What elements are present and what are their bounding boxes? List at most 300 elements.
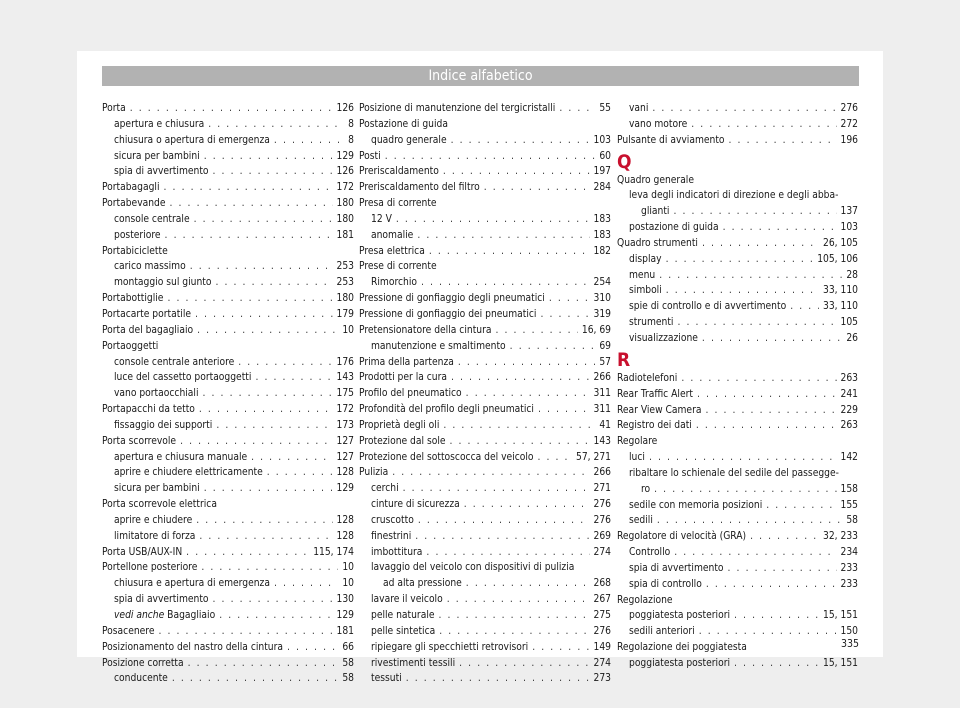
index-subentry xyxy=(102,275,354,291)
leader-dots xyxy=(466,576,590,592)
index-entry xyxy=(102,244,354,260)
entry-page-ref: 172 xyxy=(336,182,354,194)
index-subentry xyxy=(102,212,354,228)
entry-page-ref: 179 xyxy=(336,308,354,320)
index-subentry xyxy=(359,529,611,545)
entry-page-ref: 273 xyxy=(593,673,611,685)
index-subentry xyxy=(102,529,354,545)
leader-dots xyxy=(666,252,814,268)
entry-page-ref: 129 xyxy=(336,483,354,495)
leader-dots xyxy=(429,244,590,260)
entry-page-ref: 196 xyxy=(840,134,858,146)
leader-dots xyxy=(466,386,590,402)
entry-term: vani xyxy=(629,103,649,114)
leader-dots xyxy=(194,212,333,228)
leader-dots xyxy=(532,640,589,656)
entry-term: Protezione dal sole xyxy=(359,435,446,447)
index-entry xyxy=(617,173,858,189)
leader-dots xyxy=(385,149,596,165)
entry-page-ref: 150 xyxy=(840,626,858,638)
entry-term: spia di avvertimento xyxy=(114,166,209,178)
entry-term: Regolazione xyxy=(617,594,673,606)
leader-dots xyxy=(728,561,837,577)
entry-page-ref: 41 xyxy=(599,419,611,431)
index-subentry xyxy=(102,386,354,402)
entry-term: Portacarte portatile xyxy=(102,308,192,320)
index-entry xyxy=(359,418,611,434)
entry-term: Prodotti per la cura xyxy=(359,372,448,384)
entry-page-ref: 105, 106 xyxy=(817,253,858,265)
index-entry xyxy=(359,101,611,117)
index-subentry xyxy=(359,497,611,513)
entry-page-ref: 233 xyxy=(840,578,858,590)
entry-term: cerchi xyxy=(371,483,399,495)
entry-page-ref: 180 xyxy=(336,213,354,225)
leader-dots xyxy=(172,671,339,687)
page-number: 335 xyxy=(841,638,860,650)
index-subentry xyxy=(617,220,858,236)
entry-page-ref: 126 xyxy=(336,103,354,114)
index-subentry xyxy=(102,671,354,687)
entry-term: finestrini xyxy=(371,530,412,542)
leader-dots xyxy=(180,434,332,450)
entry-term: Rimorchio xyxy=(371,277,417,289)
index-entry xyxy=(617,434,858,450)
entry-term: Portaoggetti xyxy=(102,340,159,352)
index-entry-continued: lavaggio del veicolo con dispositivi di pulizia xyxy=(371,562,575,574)
entry-term: spia di controllo xyxy=(629,578,702,590)
leader-dots xyxy=(729,133,837,149)
entry-term: aprire e chiudere elettricamente xyxy=(114,467,263,479)
index-entry xyxy=(359,149,611,165)
entry-page-ref: 143 xyxy=(593,435,611,447)
leader-dots xyxy=(199,402,333,418)
leader-dots xyxy=(702,236,819,252)
leader-dots xyxy=(158,624,332,640)
index-subentry xyxy=(102,608,354,624)
leader-dots xyxy=(406,671,590,687)
entry-term: Presa di corrente xyxy=(359,198,437,210)
entry-term: Portapacchi da tetto xyxy=(102,404,195,416)
index-subentry xyxy=(617,315,858,331)
index-entry xyxy=(359,434,611,450)
entry-page-ref: 15, 151 xyxy=(823,610,858,622)
index-entry xyxy=(359,355,611,371)
index-entry xyxy=(102,323,354,339)
index-entry xyxy=(617,403,858,419)
index-column-1 xyxy=(102,101,354,687)
entry-page-ref: 263 xyxy=(840,420,858,432)
index-entry xyxy=(359,307,611,323)
entry-term: sicura per bambini xyxy=(114,483,200,495)
leader-dots xyxy=(691,117,836,133)
entry-term: Regolare xyxy=(617,436,658,448)
entry-page-ref: 241 xyxy=(840,388,858,400)
leader-dots xyxy=(167,291,332,307)
entry-term: Porta USB/AUX-IN xyxy=(102,546,183,558)
entry-page-ref: 272 xyxy=(840,118,858,130)
entry-page-ref: 143 xyxy=(336,372,354,384)
leader-dots xyxy=(396,212,590,228)
index-subentry xyxy=(617,101,858,117)
entry-page-ref: 60 xyxy=(599,150,611,162)
entry-term: posteriore xyxy=(114,229,161,241)
leader-dots xyxy=(657,513,842,529)
index-subentry xyxy=(102,370,354,386)
entry-page-ref: 253 xyxy=(336,261,354,273)
index-subentry xyxy=(102,117,354,133)
leader-dots xyxy=(287,640,338,656)
index-subentry xyxy=(617,577,858,593)
entry-page-ref: 254 xyxy=(593,277,611,289)
entry-term: lavare il veicolo xyxy=(371,594,443,606)
index-subentry xyxy=(102,149,354,165)
leader-dots xyxy=(677,315,836,331)
leader-dots xyxy=(403,481,590,497)
entry-page-ref: 181 xyxy=(336,625,354,637)
index-subentry xyxy=(617,117,858,133)
index-subentry xyxy=(617,283,858,299)
leader-dots xyxy=(164,180,333,196)
entry-term: Porta xyxy=(102,103,126,114)
index-subentry xyxy=(617,268,858,284)
entry-term: ripiegare gli specchietti retrovisori xyxy=(371,641,529,653)
index-entry xyxy=(359,180,611,196)
leader-dots xyxy=(439,624,589,640)
leader-dots xyxy=(443,418,595,434)
index-entry xyxy=(617,529,858,545)
leader-dots xyxy=(251,450,332,466)
index-subentry xyxy=(102,450,354,466)
leader-dots xyxy=(696,418,837,434)
leader-dots xyxy=(195,307,332,323)
entry-page-ref: 127 xyxy=(336,451,354,463)
entry-term: vano motore xyxy=(629,118,688,130)
entry-page-ref: 57, 271 xyxy=(576,451,611,463)
entry-term: Presa elettrica xyxy=(359,245,425,257)
leader-dots xyxy=(766,498,836,514)
index-entry xyxy=(102,640,354,656)
index-entry xyxy=(359,117,611,133)
entry-page-ref: 274 xyxy=(593,546,611,558)
entry-page-ref: 32, 233 xyxy=(823,531,858,543)
entry-page-ref: 55 xyxy=(599,103,611,114)
index-subentry xyxy=(359,228,611,244)
index-entry xyxy=(617,593,858,609)
index-subentry xyxy=(102,418,354,434)
entry-page-ref: 253 xyxy=(336,277,354,289)
entry-page-ref: 183 xyxy=(593,229,611,241)
entry-term: Proprietà degli oli xyxy=(359,419,440,431)
entry-term: ro xyxy=(641,483,651,495)
entry-term: Postazione di guida xyxy=(359,118,448,130)
index-entry xyxy=(102,656,354,672)
index-entry xyxy=(359,386,611,402)
entry-page-ref: 183 xyxy=(593,213,611,225)
entry-page-ref: 10 xyxy=(342,562,354,574)
leader-dots xyxy=(215,275,332,291)
entry-term: console centrale xyxy=(114,213,190,225)
leader-dots xyxy=(238,355,332,371)
section-letter: R xyxy=(617,348,631,371)
entry-term: carico massimo xyxy=(114,261,186,273)
entry-page-ref: 271 xyxy=(593,483,611,495)
entry-term: poggiatesta posteriori xyxy=(629,658,731,669)
index-subentry xyxy=(102,592,354,608)
index-subentry xyxy=(617,656,858,672)
index-subentry xyxy=(617,498,858,514)
entry-term: Portellone posteriore xyxy=(102,562,198,574)
leader-dots xyxy=(208,117,344,133)
entry-term: poggiatesta posteriori xyxy=(629,610,731,622)
entry-term: vedi anche Bagagliaio xyxy=(114,610,216,621)
entry-term: menu xyxy=(629,269,656,281)
index-entry xyxy=(617,371,858,387)
entry-page-ref: 175 xyxy=(336,388,354,400)
entry-term: Portabottiglie xyxy=(102,293,164,305)
entry-term: Porta del bagagliaio xyxy=(102,324,194,336)
leader-dots xyxy=(549,291,590,307)
entry-term: Radiotelefoni xyxy=(617,372,678,384)
entry-term: Preriscaldamento xyxy=(359,166,439,178)
leader-dots xyxy=(538,402,590,418)
index-entry xyxy=(102,497,354,513)
leader-dots xyxy=(426,545,589,561)
leader-dots xyxy=(130,101,333,117)
entry-page-ref: 319 xyxy=(593,308,611,320)
entry-term: fissaggio dei supporti xyxy=(114,419,213,431)
leader-dots xyxy=(495,323,577,339)
leader-dots xyxy=(196,513,332,529)
index-subentry xyxy=(102,228,354,244)
entry-page-ref: 274 xyxy=(593,657,611,669)
entry-term: apertura e chiusura xyxy=(114,118,205,130)
entry-term: Porta scorrevole elettrica xyxy=(102,499,217,511)
leader-dots xyxy=(451,370,589,386)
leader-dots xyxy=(255,370,332,386)
entry-term: chiusura e apertura di emergenza xyxy=(114,578,270,590)
leader-dots xyxy=(723,220,837,236)
entry-page-ref: 58 xyxy=(846,515,858,527)
leader-dots xyxy=(197,323,338,339)
entry-page-ref: 8 xyxy=(348,134,354,146)
entry-page-ref: 128 xyxy=(336,467,354,479)
entry-page-ref: 16, 69 xyxy=(581,324,611,336)
leader-dots xyxy=(659,268,842,284)
entry-page-ref: 103 xyxy=(840,222,858,234)
index-entry xyxy=(102,307,354,323)
leader-dots xyxy=(451,133,590,149)
entry-term: Profondità del profilo degli pneumatici xyxy=(359,404,534,416)
entry-page-ref: 10 xyxy=(342,324,354,336)
entry-term: Portabevande xyxy=(102,198,166,210)
entry-term: Rear View Camera xyxy=(617,404,702,416)
index-subentry xyxy=(102,576,354,592)
leader-dots xyxy=(750,529,819,545)
index-subentry xyxy=(102,164,354,180)
leader-dots xyxy=(510,339,596,355)
entry-page-ref: 126 xyxy=(336,166,354,178)
entry-page-ref: 266 xyxy=(593,467,611,479)
index-subentry xyxy=(359,545,611,561)
entry-term: Rear Traffic Alert xyxy=(617,388,693,400)
index-entry xyxy=(102,196,354,212)
entry-term: limitatore di forza xyxy=(114,530,196,542)
entry-page-ref: 276 xyxy=(593,499,611,511)
leader-dots xyxy=(450,434,590,450)
index-subentry xyxy=(617,299,858,315)
entry-term: quadro generale xyxy=(371,134,447,146)
entry-page-ref: 182 xyxy=(593,245,611,257)
leader-dots xyxy=(654,482,836,498)
index-subentry xyxy=(617,482,858,498)
entry-page-ref: 266 xyxy=(593,372,611,384)
index-entry xyxy=(359,323,611,339)
entry-page-ref: 137 xyxy=(840,206,858,218)
leader-dots xyxy=(216,418,332,434)
entry-page-ref: 128 xyxy=(336,530,354,542)
entry-term: luce del cassetto portaoggetti xyxy=(114,372,252,384)
leader-dots xyxy=(219,608,332,624)
entry-term: console centrale anteriore xyxy=(114,356,235,368)
entry-page-ref: 180 xyxy=(336,198,354,210)
index-subentry xyxy=(359,656,611,672)
leader-dots xyxy=(699,624,837,640)
index-subentry xyxy=(617,513,858,529)
index-subentry xyxy=(617,450,858,466)
entry-term: chiusura o apertura di emergenza xyxy=(114,134,270,146)
index-subentry xyxy=(102,481,354,497)
leader-dots xyxy=(439,608,590,624)
entry-term: Controllo xyxy=(629,547,671,559)
leader-dots xyxy=(204,149,333,165)
entry-page-ref: 229 xyxy=(840,404,858,416)
entry-page-ref: 197 xyxy=(593,166,611,178)
leader-dots xyxy=(666,283,819,299)
entry-term: sicura per bambini xyxy=(114,150,200,162)
entry-term: Pretensionatore della cintura xyxy=(359,324,492,336)
entry-page-ref: 311 xyxy=(593,404,611,416)
entry-term: manutenzione e smaltimento xyxy=(371,340,506,352)
entry-term: imbottitura xyxy=(371,546,423,558)
index-entry xyxy=(102,339,354,355)
entry-term: Posizione corretta xyxy=(102,657,184,669)
entry-page-ref: 173 xyxy=(336,419,354,431)
entry-term: cinture di sicurezza xyxy=(371,499,460,511)
entry-term: Portabiciclette xyxy=(102,245,168,257)
index-entry xyxy=(102,101,354,117)
entry-term: rivestimenti tessili xyxy=(371,657,456,669)
entry-term: Pulizia xyxy=(359,467,389,479)
entry-term: Preriscaldamento del filtro xyxy=(359,182,480,194)
leader-dots xyxy=(702,331,842,347)
index-entry xyxy=(359,291,611,307)
leader-dots xyxy=(213,164,333,180)
entry-page-ref: 69 xyxy=(599,340,611,352)
entry-term: Posacenere xyxy=(102,625,155,637)
entry-term: Posizionamento del nastro della cintura xyxy=(102,641,283,653)
index-subentry xyxy=(359,592,611,608)
leader-dots xyxy=(204,481,333,497)
index-entry xyxy=(359,164,611,180)
entry-page-ref: 142 xyxy=(840,452,858,464)
leader-dots xyxy=(421,275,590,291)
entry-term: glianti xyxy=(641,206,670,218)
leader-dots xyxy=(415,529,589,545)
index-subentry xyxy=(617,252,858,268)
index-entry xyxy=(102,624,354,640)
index-subentry xyxy=(359,275,611,291)
entry-term: tessuti xyxy=(371,673,402,685)
leader-dots xyxy=(213,592,333,608)
leader-dots xyxy=(538,450,573,466)
entry-term: sedili anteriori xyxy=(629,626,695,638)
leader-dots xyxy=(203,386,333,402)
index-subentry xyxy=(359,671,611,687)
leader-dots xyxy=(274,576,338,592)
leader-dots xyxy=(705,403,836,419)
entry-page-ref: 149 xyxy=(593,641,611,653)
index-entry xyxy=(102,180,354,196)
entry-page-ref: 263 xyxy=(840,372,858,384)
entry-page-ref: 172 xyxy=(336,404,354,416)
entry-page-ref: 158 xyxy=(840,483,858,495)
index-subentry xyxy=(102,465,354,481)
index-entry xyxy=(102,434,354,450)
leader-dots xyxy=(464,497,590,513)
leader-dots xyxy=(734,608,819,624)
leader-dots xyxy=(734,656,819,672)
leader-dots xyxy=(201,560,338,576)
entry-page-ref: 28 xyxy=(846,269,858,281)
index-entry xyxy=(102,402,354,418)
leader-dots xyxy=(681,371,836,387)
leader-dots xyxy=(418,513,590,529)
entry-page-ref: 311 xyxy=(593,388,611,400)
entry-term: display xyxy=(629,253,662,265)
entry-term: cruscotto xyxy=(371,514,414,526)
index-subentry xyxy=(359,212,611,228)
entry-term: spia di avvertimento xyxy=(629,562,724,574)
entry-page-ref: 269 xyxy=(593,530,611,542)
index-subentry xyxy=(102,133,354,149)
entry-term: pelle naturale xyxy=(371,610,435,621)
leader-dots xyxy=(190,259,333,275)
leader-dots xyxy=(484,180,590,196)
index-subentry xyxy=(359,576,611,592)
entry-page-ref: 57 xyxy=(599,356,611,368)
entry-page-ref: 276 xyxy=(593,514,611,526)
entry-page-ref: 66 xyxy=(342,641,354,653)
leader-dots xyxy=(392,465,589,481)
leader-dots xyxy=(165,228,333,244)
index-subentry xyxy=(617,608,858,624)
leader-dots xyxy=(706,577,837,593)
leader-dots xyxy=(458,355,595,371)
entry-page-ref: 33, 110 xyxy=(823,301,858,313)
entry-term: ad alta pressione xyxy=(383,578,462,590)
entry-term: postazione di guida xyxy=(629,222,719,234)
index-entry xyxy=(617,133,858,149)
entry-page-ref: 129 xyxy=(336,610,354,621)
entry-term: spia di avvertimento xyxy=(114,594,209,606)
index-column-2 xyxy=(359,101,611,687)
entry-term: Quadro strumenti xyxy=(617,237,698,249)
leader-dots xyxy=(186,545,309,561)
entry-term: Protezione del sottoscocca del veicolo xyxy=(359,451,534,463)
index-entry xyxy=(102,545,354,561)
index-subentry xyxy=(102,355,354,371)
